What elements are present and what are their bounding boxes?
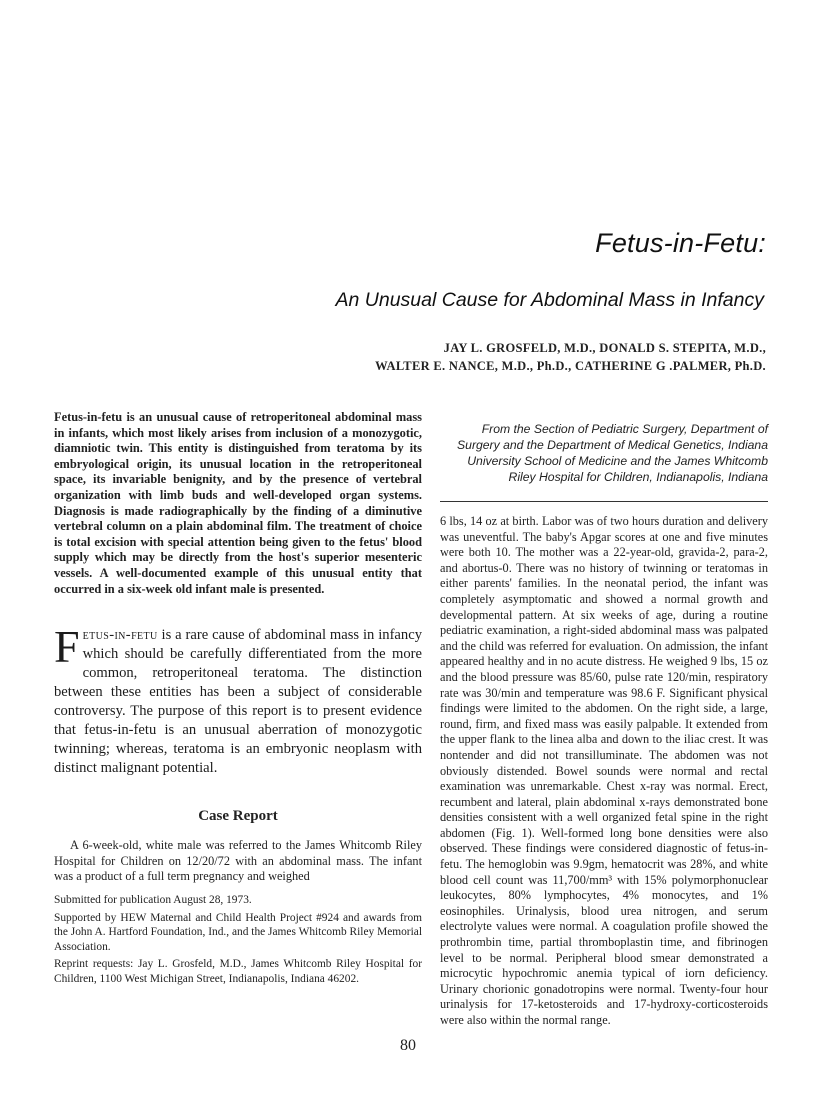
case-report-continuation: 6 lbs, 14 oz at birth. Labor was of two hours duration and delivery was uneventful. The baby's Apgar scores at one and five minutes were both 10. The mother was a 22-year-old, gravida-2, para-2, and abortus-0. There was no history of twinning or teratomas in either parents' families. In the neonatal period, the infant was completely asymptomatic and showed a normal growth and developmental pattern. At six weeks of age, during a routine pediatric examination, a right-sided abdominal mass was palpated and the child was referred for evaluation. On admission, the infant appeared healthy and in no acute distress. He weighed 9 lbs, 15 oz and the blood pressure was 85/60, pulse rate 120/min, respiratory rate was 30/min and temperature was 98.6 F. Significant physical findings were limited to the abdomen. On the right side, a large, round, firm, and fixed mass was easily palpable. It extended from the upper flank to the linea alba and down to the iliac crest. It was nontender and did not transilluminate. The abdomen was not obviously distended. Bowel sounds were normal and rectal examination was unremarkable. Chest x-ray was normal. Erect, recumbent and lateral, plain abdominal x-rays demonstrated bone densities consistent with a well organized fetal spine in the right abdomen (Fig. 1). Well-formed long bone densities were also observed. These findings were considered diagnostic of fetus-in-fetu. The hemoglobin was 9.9gm, hematocrit was 28%, and white blood cell count was 11,700/mm³ with 15% polymorphonuclear leukocytes, 80% lymphocytes, 4% monocytes, and 1% eosinophiles. Urinalysis, blood urea nitrogen, and serum electrolyte values were normal. A coagulation profile showed the prothrombin time, partial thromboplastin time, and fibrinogen level to be normal. Peripheral blood smear demonstrated a microcytic hypochromic anemia typical of iorn deficiency. Urinary chorionic gonadotropins were normal. Twenty-four hour urinalysis for 17-ketosteroids and 17-hydroxy-corticosteroids were also within the normal range.	[440, 514, 768, 1027]
intro-smallcaps: etus-in-fetu	[82, 627, 158, 643]
case-report-paragraph: A 6-week-old, white male was referred to the James Whitcomb Riley Hospital for Children on 12/20/72 with an abdominal mass. The infant was a product of a full term pregnancy and weighed	[54, 838, 422, 884]
author-line: WALTER E. NANCE, M.D., Ph.D., CATHERINE G .PALMER, Ph.D.	[375, 359, 766, 373]
footnotes	[54, 893, 422, 990]
article-title: Fetus-in-Fetu:	[595, 228, 766, 258]
affiliation-divider	[440, 501, 768, 502]
footnote: Supported by HEW Maternal and Child Health Project #924 and awards from the John A. Hartford Foundation, Ind., and the James Whitcomb Riley Memorial Association.	[54, 911, 422, 953]
intro-text: is a rare cause of abdominal mass in infancy which should be carefully differentiated from the more common, retroperitoneal teratoma. The distinction between these entities has been a subject of considerable controversy. The purpose of this report is to present evidence that fetus-in-fetu is an unusual aberration of monozygotic twinning; whereas, teratoma is an embryonic neoplasm with distinct malignant potential.	[54, 627, 422, 776]
page-number: 80	[400, 1037, 416, 1054]
introduction-paragraph	[54, 621, 422, 778]
case-report-heading: Case Report	[198, 808, 278, 824]
drop-cap: F	[54, 621, 80, 672]
affiliation: From the Section of Pediatric Surgery, Department of Surgery and the Department of Medical Genetics, Indiana University School of Medicine and the James Whitcomb Riley Hospital for Children, Indianapolis, Indiana	[457, 422, 768, 484]
author-line: JAY L. GROSFELD, M.D., DONALD S. STEPITA, M.D.,	[443, 341, 766, 355]
abstract: Fetus-in-fetu is an unusual cause of retroperitoneal abdominal mass in infants, which most likely arises from inclusion of a monozygotic, diamniotic twin. This entity is distinguished from teratoma by its embryological origin, its unusual location in the retroperitoneal space, its invariable benignity, and by the presence of vertebral organization with limb buds and well-developed organ systems. Diagnosis is made radiographically by the finding of a diminutive vertebral column on a plain abdominal film. The treatment of choice is total excision with special attention being given to the fetus' blood supply which may be directly from the host's superior mesenteric vessels. A well-documented example of this unusual entity that occurred in a six-week old infant male is presented.	[54, 410, 422, 596]
footnote: Submitted for publication August 28, 1973.	[54, 894, 252, 906]
footnote: Reprint requests: Jay L. Grosfeld, M.D., James Whitcomb Riley Hospital for Children, 1100 West Michigan Street, Indianapolis, Indiana 46202.	[54, 958, 422, 985]
article-subtitle: An Unusual Cause for Abdominal Mass in Infancy	[335, 289, 764, 311]
author-list	[246, 339, 766, 375]
